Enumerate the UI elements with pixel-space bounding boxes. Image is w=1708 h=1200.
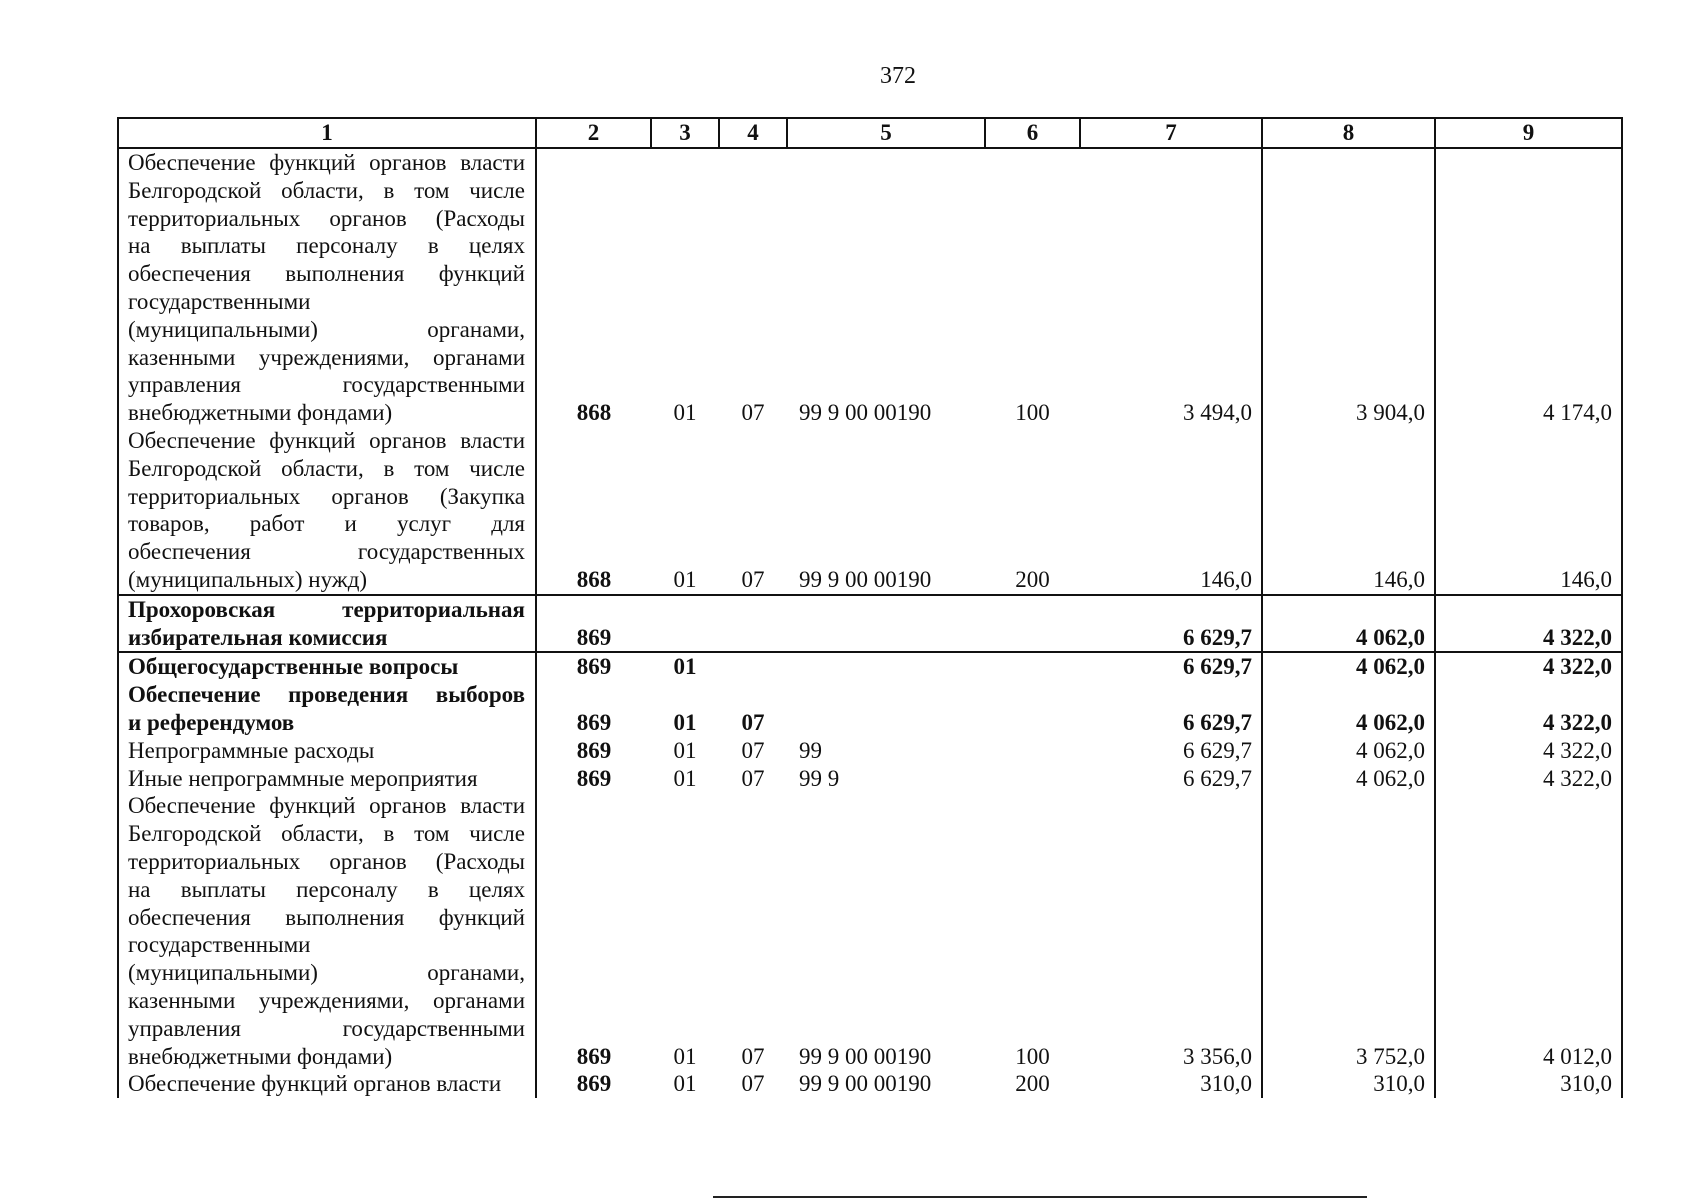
table-row [118, 792, 1622, 1070]
amount-col9-cell: 4 322,0 [1435, 737, 1622, 765]
target-article-cell [787, 652, 985, 681]
description-line: (муниципальными) органами, [128, 316, 525, 342]
header-cell: 7 [1080, 118, 1262, 148]
table-row [118, 1070, 1622, 1098]
expense-type-cell: 200 [1015, 1071, 1050, 1097]
row-description [118, 681, 536, 737]
section-code-cell [651, 595, 719, 653]
grbs-code-cell: 868 [576, 566, 612, 592]
header-cell: 3 [651, 118, 719, 148]
amount-col9-cell: 4 322,0 [1435, 681, 1622, 737]
amount-col7-cell: 3 494,0 [1080, 148, 1262, 427]
subsection-code-cell: 07 [741, 1043, 765, 1069]
subsection-code-cell: 07 [741, 400, 765, 426]
table-body [118, 148, 1622, 1098]
grbs-code-cell: 869 [576, 1043, 612, 1069]
amount-col7-cell: 146,0 [1080, 427, 1262, 595]
target-article-cell: 99 9 00 00190 [799, 400, 932, 426]
amount-col9-cell: 146,0 [1435, 427, 1622, 595]
expense-type-cell [985, 652, 1080, 681]
row-description [118, 737, 536, 765]
header-cell: 5 [787, 118, 985, 148]
target-article-cell: 99 9 00 00190 [799, 566, 932, 592]
description-line: территориальных органов (Расходы [128, 205, 525, 231]
description-line: Непрограммные расходы [128, 737, 375, 763]
amount-col8-cell: 4 062,0 [1262, 595, 1435, 653]
header-cell: 8 [1262, 118, 1435, 148]
expense-type-cell: 100 [1015, 400, 1050, 426]
amount-col8-cell: 4 062,0 [1262, 765, 1435, 793]
description-line: и референдумов [128, 709, 295, 735]
subsection-code-cell [719, 595, 787, 653]
header-cell: 1 [118, 118, 536, 148]
section-code-cell: 01 [673, 566, 697, 592]
amount-col8-cell: 146,0 [1262, 427, 1435, 595]
subsection-code-cell [719, 652, 787, 681]
grbs-code-cell: 869 [536, 595, 651, 653]
amount-col8-cell: 3 752,0 [1262, 792, 1435, 1070]
footer-rule [713, 1196, 1367, 1198]
target-article-cell: 99 [799, 737, 822, 763]
header-cell: 9 [1435, 118, 1622, 148]
target-article-cell [787, 595, 985, 653]
description-line: территориальных органов (Закупка [128, 483, 525, 509]
amount-col8-cell: 4 062,0 [1262, 652, 1435, 681]
description-line: на выплаты персоналу в целях [128, 233, 525, 259]
header-row [118, 118, 1622, 148]
expense-type-cell [985, 737, 1080, 765]
description-line: Обеспечение функций органов власти [128, 1071, 502, 1097]
description-line: Иные непрограммные мероприятия [128, 765, 478, 791]
description-line: Общегосударственные вопросы [128, 654, 459, 680]
row-description [118, 148, 536, 427]
description-line: обеспечения государственных [128, 539, 525, 565]
table-row [118, 681, 1622, 737]
row-description [118, 652, 536, 681]
target-article-cell: 99 9 [799, 765, 840, 791]
description-line: (муниципальных) нужд) [128, 566, 368, 592]
table-row [118, 595, 1622, 653]
description-line: Белгородской области, в том числе [128, 177, 525, 203]
section-code-cell: 01 [673, 1043, 697, 1069]
description-line: избирательная комиссия [128, 624, 388, 650]
description-line: на выплаты персоналу в целях [128, 876, 525, 902]
target-article-cell [787, 681, 985, 737]
grbs-code-cell: 869 [576, 709, 612, 735]
amount-col8-cell: 4 062,0 [1262, 737, 1435, 765]
section-code-cell: 01 [673, 400, 697, 426]
description-line: Белгородской области, в том числе [128, 821, 525, 847]
description-line: управления государственными [128, 1015, 525, 1041]
amount-col9-cell: 4 322,0 [1435, 652, 1622, 681]
description-line: обеспечения выполнения функций [128, 904, 525, 930]
amount-col7-cell: 6 629,7 [1080, 595, 1262, 653]
amount-col7-cell: 3 356,0 [1080, 792, 1262, 1070]
amount-col9-cell: 4 012,0 [1435, 792, 1622, 1070]
target-article-cell: 99 9 00 00190 [799, 1071, 932, 1097]
grbs-code-cell: 869 [536, 652, 651, 681]
section-code-cell: 01 [651, 652, 719, 681]
row-description [118, 765, 536, 793]
description-line: территориальных органов (Расходы [128, 848, 525, 874]
table-row [118, 652, 1622, 681]
description-line: (муниципальными) органами, [128, 960, 525, 986]
table-row [118, 427, 1622, 595]
row-description [118, 595, 536, 653]
section-code-cell: 01 [673, 737, 697, 763]
description-line: казенными учреждениями, органами [128, 987, 525, 1013]
table-row [118, 765, 1622, 793]
description-line: Обеспечение проведения выборов [128, 682, 525, 708]
expense-type-cell: 100 [1015, 1043, 1050, 1069]
grbs-code-cell: 869 [576, 1071, 612, 1097]
description-line: Обеспечение функций органов власти [128, 793, 525, 819]
amount-col7-cell: 6 629,7 [1080, 765, 1262, 793]
grbs-code-cell: 869 [576, 765, 612, 791]
amount-col9-cell: 4 174,0 [1435, 148, 1622, 427]
description-line: внебюджетными фондами) [128, 400, 393, 426]
header-cell: 2 [536, 118, 651, 148]
row-description [118, 792, 536, 1070]
description-line: казенными учреждениями, органами [128, 344, 525, 370]
amount-col7-cell: 310,0 [1080, 1070, 1262, 1098]
amount-col7-cell: 6 629,7 [1080, 652, 1262, 681]
amount-col9-cell: 4 322,0 [1435, 765, 1622, 793]
description-line: управления государственными [128, 372, 525, 398]
amount-col9-cell: 4 322,0 [1435, 595, 1622, 653]
section-code-cell: 01 [673, 765, 697, 791]
amount-col8-cell: 310,0 [1262, 1070, 1435, 1098]
section-code-cell: 01 [673, 1071, 697, 1097]
description-line: Белгородской области, в том числе [128, 455, 525, 481]
target-article-cell: 99 9 00 00190 [799, 1043, 932, 1069]
grbs-code-cell: 868 [576, 400, 612, 426]
budget-table [117, 117, 1623, 1098]
description-line: Обеспечение функций органов власти [128, 427, 525, 453]
row-description [118, 1070, 536, 1098]
description-line: Прохоровская территориальная [128, 596, 525, 622]
description-line: обеспечения выполнения функций [128, 261, 525, 287]
subsection-code-cell: 07 [741, 737, 765, 763]
amount-col7-cell: 6 629,7 [1080, 737, 1262, 765]
amount-col9-cell: 310,0 [1435, 1070, 1622, 1098]
header-cell: 6 [985, 118, 1080, 148]
expense-type-cell [985, 681, 1080, 737]
description-line: государственными [128, 932, 311, 958]
subsection-code-cell: 07 [741, 1071, 765, 1097]
expense-type-cell [985, 765, 1080, 793]
description-line: товаров, работ и услуг для [128, 511, 525, 537]
subsection-code-cell: 07 [741, 566, 765, 592]
grbs-code-cell: 869 [576, 737, 612, 763]
amount-col7-cell: 6 629,7 [1080, 681, 1262, 737]
table-row [118, 737, 1622, 765]
expense-type-cell: 200 [1015, 566, 1050, 592]
description-line: государственными [128, 288, 311, 314]
page-number: 372 [880, 63, 916, 89]
description-line: внебюджетными фондами) [128, 1043, 393, 1069]
amount-col8-cell: 3 904,0 [1262, 148, 1435, 427]
header-cell: 4 [719, 118, 787, 148]
section-code-cell: 01 [673, 709, 697, 735]
description-line: Обеспечение функций органов власти [128, 150, 525, 175]
expense-type-cell [985, 595, 1080, 653]
amount-col8-cell: 4 062,0 [1262, 681, 1435, 737]
subsection-code-cell: 07 [741, 709, 765, 735]
row-description [118, 427, 536, 595]
table-row [118, 148, 1622, 427]
subsection-code-cell: 07 [741, 765, 765, 791]
